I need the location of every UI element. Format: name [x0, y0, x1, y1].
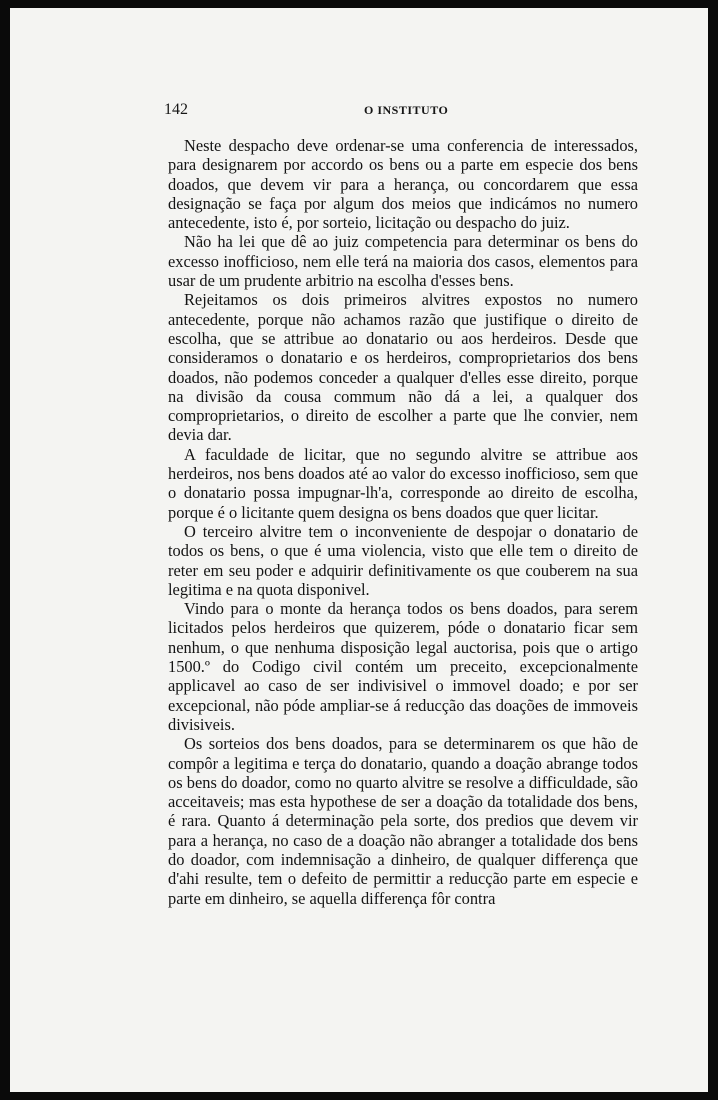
running-title: O INSTITUTO — [364, 103, 449, 117]
paragraph: Rejeitamos os dois primeiros alvitres expostos no numero antecedente, porque não achamos razão que justifique o direito de escolha, que se attribue ao donatario ou aos herdeiros. Desde que consideramos o donatario e os herdeiros, comproprietarios dos bens doados, não podemos conceder a qualquer d'elles esse direito, porque na divisão da cousa commum não dá a lei, a qualquer dos comproprietarios, o direito de escolher a parte que lhe convier, nem devia dar. — [168, 290, 638, 445]
paragraph: A faculdade de licitar, que no segundo alvitre se attribue aos herdeiros, nos bens doados até ao valor do excesso inofficioso, sem que o donatario possa impugnar-lh'a, corresponde ao direito de escolha, porque é o licitante quem designa os bens doados que quer licitar. — [168, 444, 638, 522]
paragraph: Neste despacho deve ordenar-se uma conferencia de interessados, para designarem por accordo os bens ou a parte em especie dos bens doados, que devem vir para a herança, ou concordarem que essa designação se faça por algum dos meios que indicámos no numero antecedente, isto é, por sorteio, licitação ou despacho do juiz. — [168, 136, 638, 233]
document-page — [10, 8, 708, 1092]
paragraph: Não ha lei que dê ao juiz competencia para determinar os bens do excesso inofficioso, nem elle terá na maioria dos casos, elementos para usar de um prudente arbitrio na escolha d'esses bens. — [168, 232, 638, 291]
body-text — [168, 136, 638, 908]
paragraph: O terceiro alvitre tem o inconveniente de despojar o donatario de todos os bens, o que é uma violencia, visto que elle tem o direito de reter em seu poder e adquirir definitivamente os que couberem na sua legitima e na quota disponivel. — [168, 521, 638, 599]
page-number: 142 — [164, 101, 188, 118]
page-header — [164, 101, 644, 121]
paragraph: Vindo para o monte da herança todos os bens doados, para serem licitados pelos herdeiros que quizerem, póde o donatario ficar sem nenhum, o que nenhuma disposição legal auctorisa, pois que o artigo 1500.º do Codigo civil contém um preceito, excepcionalmente applicavel ao caso de ser indivisivel o immovel doado; e por ser excepcional, não póde ampliar-se á reducção das doações de immoveis divisiveis. — [168, 599, 638, 734]
paragraph: Os sorteios dos bens doados, para se determinarem os que hão de compôr a legitima e terça do donatario, quando a doação abrange todos os bens do doador, como no quarto alvitre se resolve a difficuldade, são acceitaveis; mas esta hypothese de ser a doação da totalidade dos bens, é rara. Quanto á determinação pela sorte, dos predios que devem vir para a herança, no caso de a doação não abranger a totalidade dos bens do doador, com indemnisação a dinheiro, de qualquer differença que d'ahi resulte, tem o defeito de permittir a reducção parte em especie e parte em dinheiro, se aquella differença fôr contra — [168, 734, 638, 908]
